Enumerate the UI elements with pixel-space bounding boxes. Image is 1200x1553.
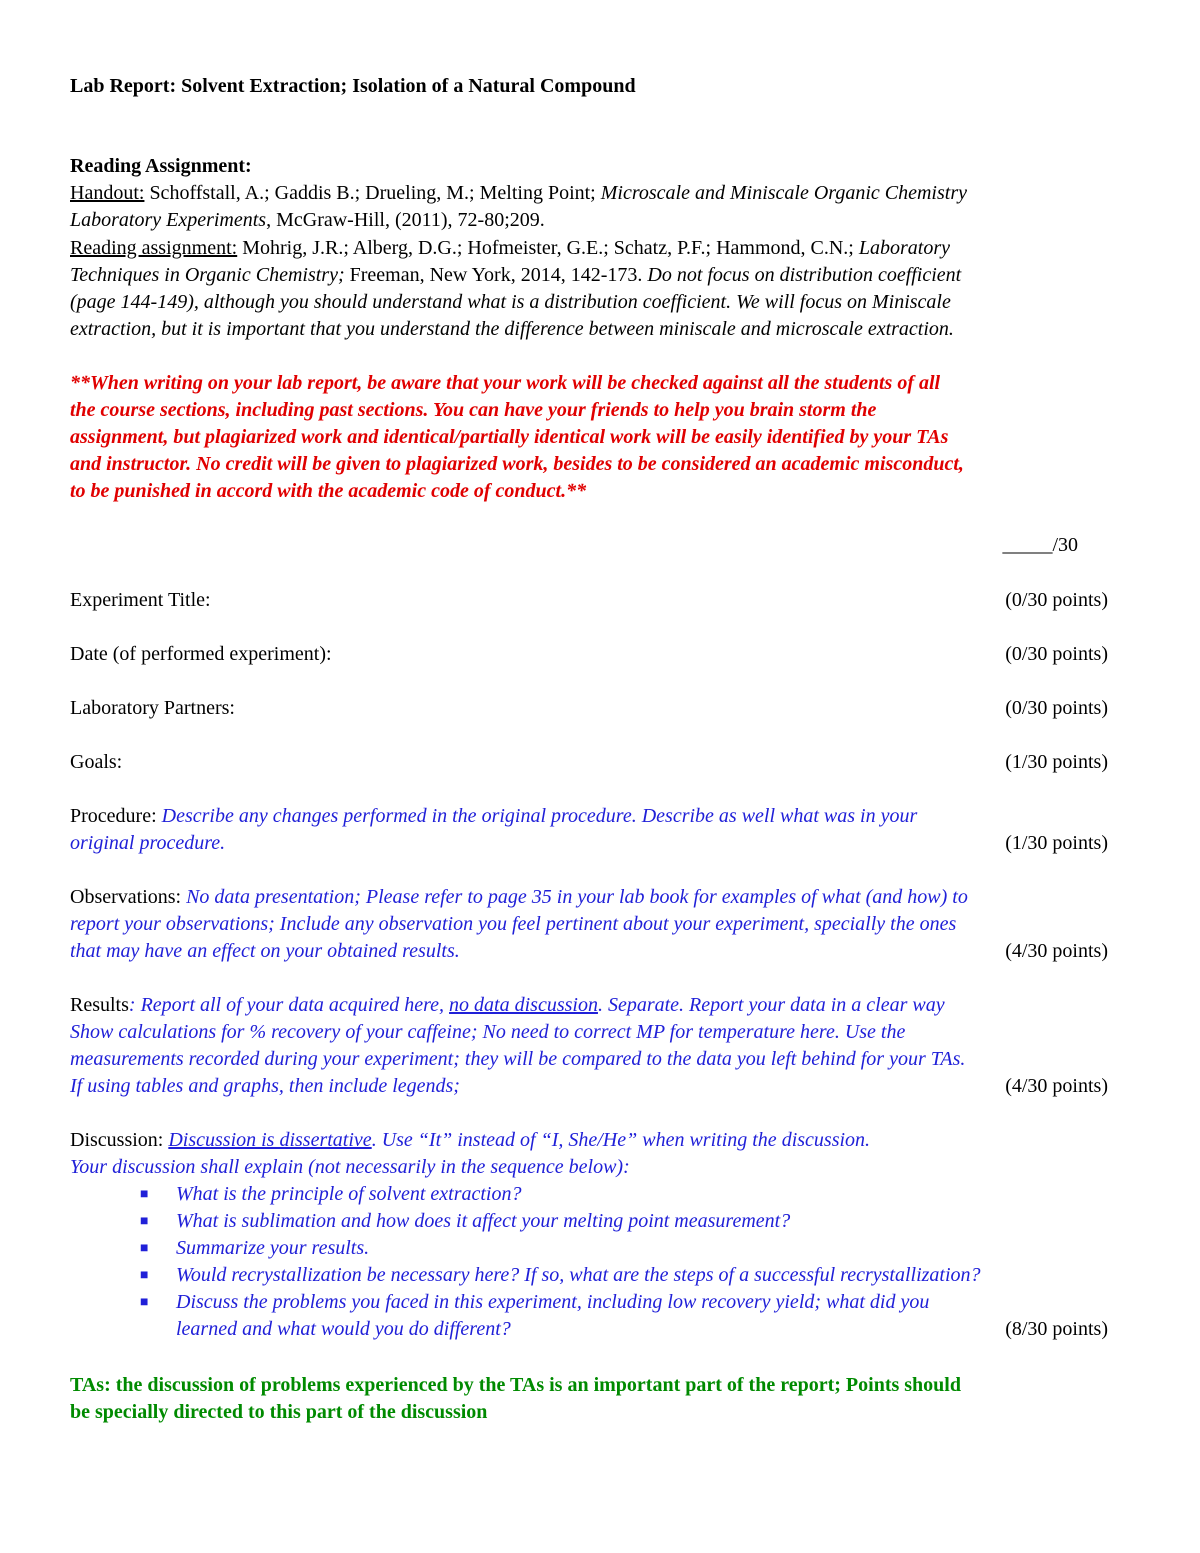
bullet-icon: ■ bbox=[140, 1295, 149, 1310]
goals-points: (1/30 points) bbox=[1005, 751, 1108, 773]
procedure-instruction: Describe any changes performed in the original procedure. Describe as well what was in your bbox=[161, 805, 918, 827]
procedure-line-2: original procedure. bbox=[70, 832, 226, 854]
discussion-dissertative: Discussion is dissertative bbox=[168, 1129, 372, 1151]
assignment-publisher: Freeman, New York, 2014, 142-173. bbox=[344, 264, 648, 286]
goals-label: Goals: bbox=[70, 751, 123, 773]
handout-line-2 bbox=[70, 207, 545, 234]
page-title: Lab Report: Solvent Extraction; Isolation of a Natural Compound bbox=[70, 75, 636, 97]
bullet-icon: ■ bbox=[140, 1241, 149, 1256]
partners-label: Laboratory Partners: bbox=[70, 697, 235, 719]
warning-line: assignment, but plagiarized work and identical/partially identical work will be easily identified by your TAs bbox=[70, 426, 949, 448]
assignment-line-4: extraction, but it is important that you understand the difference between miniscale and microscale extraction. bbox=[70, 318, 954, 340]
procedure-label: Procedure: bbox=[70, 805, 162, 827]
discussion-bullet-4: Would recrystallization be necessary here? If so, what are the steps of a successful recrystallization? bbox=[176, 1264, 981, 1286]
results-line-3: measurements recorded during your experiment; they will be compared to the data you left behind for your TAs. bbox=[70, 1048, 966, 1070]
discussion-bullet-5: Discuss the problems you faced in this experiment, including low recovery yield; what did you bbox=[176, 1291, 930, 1313]
handout-book-title: Microscale and Miniscale Organic Chemistry bbox=[600, 182, 967, 204]
discussion-line-1 bbox=[70, 1127, 870, 1154]
observations-points: (4/30 points) bbox=[1005, 940, 1108, 962]
assignment-book-title-cont: Techniques in Organic Chemistry; bbox=[70, 264, 345, 286]
experiment-title-points: (0/30 points) bbox=[1005, 589, 1108, 611]
results-points: (4/30 points) bbox=[1005, 1075, 1108, 1097]
assignment-book-title: Laboratory bbox=[858, 237, 950, 259]
ta-note-line: TAs: the discussion of problems experienced by the TAs is an important part of the report; Points should bbox=[70, 1374, 961, 1396]
ta-note-line: be specially directed to this part of the discussion bbox=[70, 1401, 488, 1423]
handout-label: Handout: bbox=[70, 182, 145, 204]
assignment-note: Do not focus on distribution coefficient bbox=[647, 264, 962, 286]
discussion-line-2: Your discussion shall explain (not necessarily in the sequence below): bbox=[70, 1156, 630, 1178]
results-instruction-cont: . Separate. Report your data in a clear way bbox=[597, 994, 945, 1016]
discussion-instruction: . Use “It” instead of “I, She/He” when writing the discussion. bbox=[371, 1129, 871, 1151]
results-line-4: If using tables and graphs, then include legends; bbox=[70, 1075, 460, 1097]
handout-line-1 bbox=[70, 180, 967, 207]
discussion-points: (8/30 points) bbox=[1005, 1318, 1108, 1340]
assignment-line-3: (page 144-149), although you should understand what is a distribution coefficient. We will focus on Miniscale bbox=[70, 291, 951, 313]
date-label: Date (of performed experiment): bbox=[70, 643, 332, 665]
results-line-2: Show calculations for % recovery of your caffeine; No need to correct MP for temperature here. Use the bbox=[70, 1021, 906, 1043]
score-total: _____/30 bbox=[1002, 534, 1078, 556]
reading-heading: Reading Assignment: bbox=[70, 155, 252, 177]
bullet-icon: ■ bbox=[140, 1268, 149, 1283]
discussion-bullet-1: What is the principle of solvent extraction? bbox=[176, 1183, 522, 1205]
experiment-title-label: Experiment Title: bbox=[70, 589, 211, 611]
assignment-label: Reading assignment: bbox=[70, 237, 238, 259]
handout-authors: Schoffstall, A.; Gaddis B.; Drueling, M.; Melting Point; bbox=[144, 182, 601, 204]
discussion-bullet-3: Summarize your results. bbox=[176, 1237, 370, 1259]
warning-line: to be punished in accord with the academic code of conduct.** bbox=[70, 480, 587, 502]
procedure-line-1 bbox=[70, 803, 917, 830]
observations-line-2: report your observations; Include any observation you feel pertinent about your experiment, specially the ones bbox=[70, 913, 957, 935]
assignment-authors: Mohrig, J.R.; Alberg, D.G.; Hofmeister, G.E.; Schatz, P.F.; Hammond, C.N.; bbox=[237, 237, 859, 259]
observations-instruction: No data presentation; Please refer to page 35 in your lab book for examples of what (and how) to bbox=[186, 886, 968, 908]
handout-publisher: , McGraw-Hill, (2011), 72-80;209. bbox=[266, 209, 545, 231]
results-line-1 bbox=[70, 992, 945, 1019]
procedure-points: (1/30 points) bbox=[1005, 832, 1108, 854]
assignment-line-1 bbox=[70, 235, 950, 262]
assignment-line-2 bbox=[70, 262, 961, 289]
observations-line-1 bbox=[70, 884, 968, 911]
date-points: (0/30 points) bbox=[1005, 643, 1108, 665]
results-instruction: : Report all of your data acquired here, bbox=[128, 994, 450, 1016]
warning-line: the course sections, including past sections. You can have your friends to help you brain storm the bbox=[70, 399, 877, 421]
observations-line-3: that may have an effect on your obtained results. bbox=[70, 940, 460, 962]
discussion-bullet-5-cont: learned and what would you do different? bbox=[176, 1318, 511, 1340]
bullet-icon: ■ bbox=[140, 1214, 149, 1229]
partners-points: (0/30 points) bbox=[1005, 697, 1108, 719]
results-label: Results bbox=[70, 994, 129, 1016]
discussion-label: Discussion: bbox=[70, 1129, 169, 1151]
discussion-bullet-2: What is sublimation and how does it affect your melting point measurement? bbox=[176, 1210, 791, 1232]
warning-line: and instructor. No credit will be given to plagiarized work, besides to be considered an academic misconduct, bbox=[70, 453, 964, 475]
bullet-icon: ■ bbox=[140, 1187, 149, 1202]
handout-book-title-cont: Laboratory Experiments bbox=[70, 209, 267, 231]
observations-label: Observations: bbox=[70, 886, 187, 908]
results-no-discussion: no data discussion bbox=[449, 994, 598, 1016]
warning-line: **When writing on your lab report, be aware that your work will be checked against all the students of all bbox=[70, 372, 941, 394]
